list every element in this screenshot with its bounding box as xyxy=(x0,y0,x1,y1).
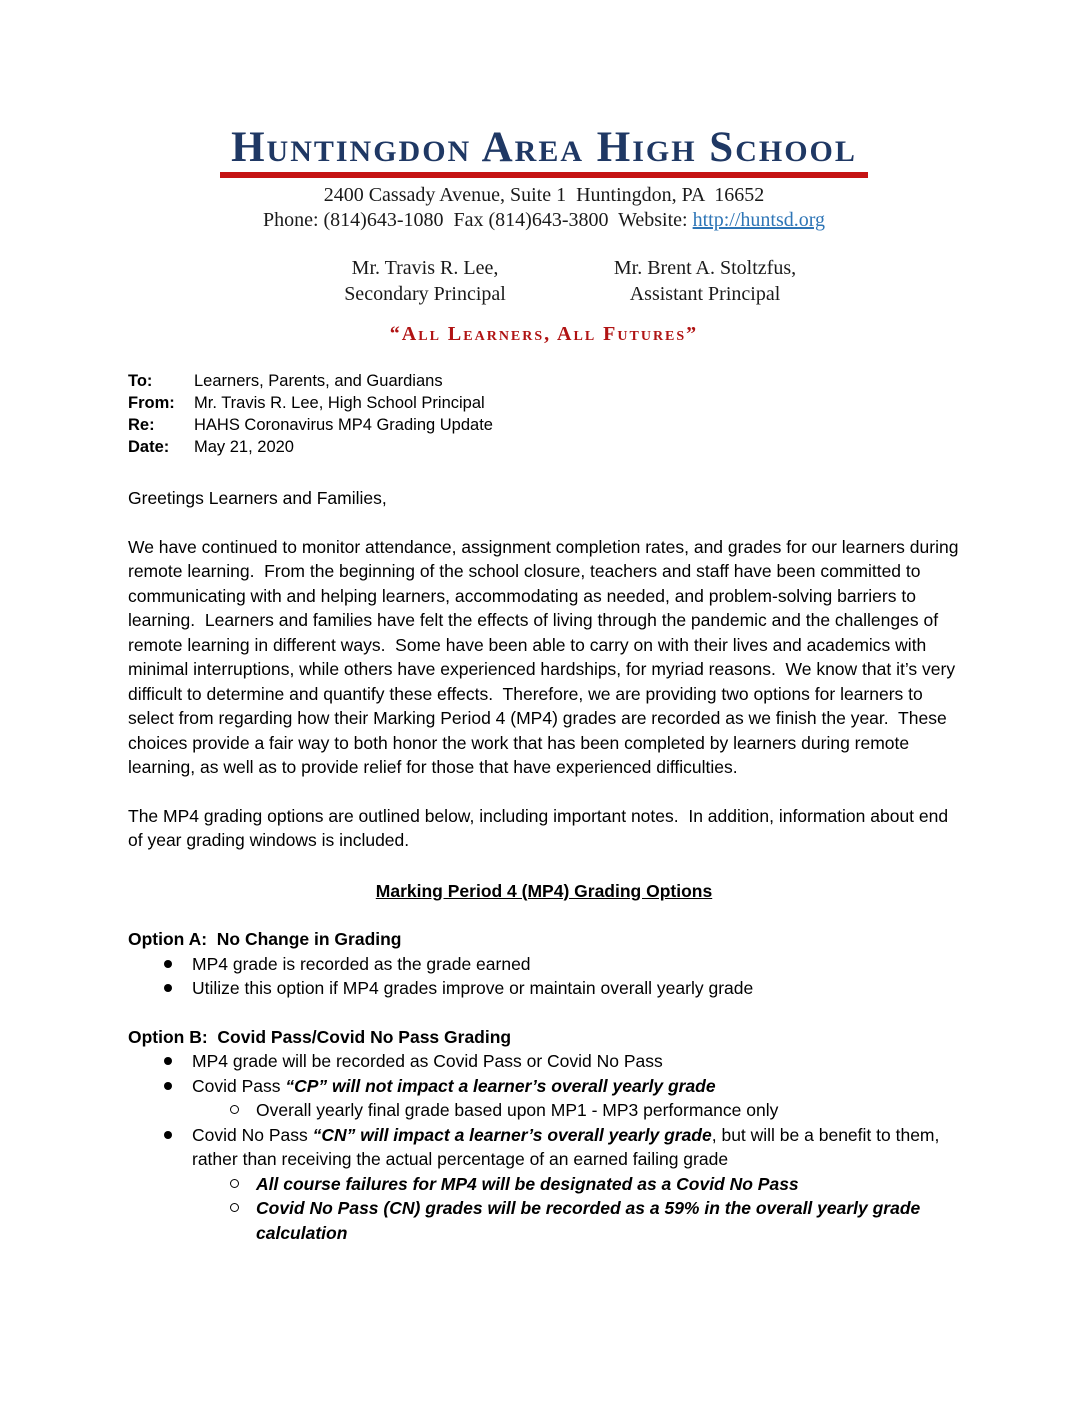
greeting-line: Greetings Learners and Families, xyxy=(128,488,387,508)
covid-pass-prefix: Covid Pass xyxy=(192,1075,286,1096)
memo-row-re xyxy=(128,414,960,436)
memo-date-value: May 21, 2020 xyxy=(194,438,294,456)
list-item-option-b-2 xyxy=(128,1074,960,1099)
memo-row-to xyxy=(128,370,960,392)
covid-pass-emphasis: “CP” will not impact a learner’s overall yearly grade xyxy=(285,1075,716,1096)
option-a-heading: Option A: No Change in Grading xyxy=(128,929,402,949)
memo-from-label: From: xyxy=(128,394,175,412)
memo-re-value: HAHS Coronavirus MP4 Grading Update xyxy=(194,416,493,434)
principal-left xyxy=(285,255,565,307)
covid-no-pass-prefix: Covid No Pass xyxy=(192,1124,313,1145)
list-item-text: MP4 grade will be recorded as Covid Pass or Covid No Pass xyxy=(192,1051,663,1071)
principal-right xyxy=(565,255,845,307)
bullet-circle-icon xyxy=(230,1105,239,1114)
letterhead xyxy=(128,126,960,346)
list-subitem-option-b-3b xyxy=(128,1196,960,1245)
principals-block xyxy=(170,255,960,307)
title-underline-rule xyxy=(220,172,868,178)
memo-to-label: To: xyxy=(128,372,153,390)
bullet-circle-icon xyxy=(230,1203,239,1212)
principal-right-title: Assistant Principal xyxy=(629,283,781,305)
letter-body xyxy=(128,486,964,1245)
list-item-text xyxy=(192,1123,960,1172)
principal-left-title: Secondary Principal xyxy=(344,283,506,305)
bullet-dot-icon xyxy=(164,1082,172,1090)
memo-to-value: Learners, Parents, and Guardians xyxy=(194,372,443,390)
bullet-circle-icon xyxy=(230,1179,239,1188)
list-item-text: Utilize this option if MP4 grades improve or maintain overall yearly grade xyxy=(192,978,754,998)
bullet-dot-icon xyxy=(164,1057,172,1065)
list-item-text: MP4 grade is recorded as the grade earned xyxy=(192,953,531,974)
bullet-dot-icon xyxy=(164,960,172,968)
memo-date-label: Date: xyxy=(128,438,170,456)
memo-re-label: Re: xyxy=(128,416,155,434)
paragraph-1: We have continued to monitor attendance, assignment completion rates, and grades for our learners during remote learning. From the beginning of the school closure, teachers and staff have been committed to communicating with and helping learners, accommodating as needed, and problem-solving barriers to learning. Learners and families have felt the effects of living through the pandemic and the challenges of remote learning in different ways. Some have been able to carry on with their lives and academics with minimal interruptions, while others have experienced hardships, for myriad reasons. We know that it’s very difficult to determine and quantify these effects. Therefore, we are providing two options for learners to select from regarding how their Marking Period 4 (MP4) grades are recorded as we finish the year. These choices provide a fair way to both honor the work that has been completed by learners during remote learning, as well as to provide relief for those that have experienced difficulties. xyxy=(128,536,964,777)
list-subitem-option-b-3a xyxy=(128,1172,960,1197)
school-contact-line xyxy=(128,208,960,233)
section-heading-mp4-options: Marking Period 4 (MP4) Grading Options xyxy=(375,880,713,901)
list-item-text: Overall yearly final grade based upon MP1 - MP3 performance only xyxy=(256,1100,779,1120)
list-item-option-a-1 xyxy=(128,952,960,977)
website-link[interactable]: http://huntsd.org xyxy=(692,209,826,231)
school-name-title: Huntingdon Area High School xyxy=(231,124,857,171)
list-item-text: All course failures for MP4 will be designated as a Covid No Pass xyxy=(256,1173,799,1194)
school-motto: “All Learners, All Futures” xyxy=(389,323,699,345)
paragraph-2: The MP4 grading options are outlined below, including important notes. In addition, information about end of year grading windows is included. xyxy=(128,805,953,850)
list-item-option-a-2 xyxy=(128,976,960,1001)
bullet-dot-icon xyxy=(164,1131,172,1139)
school-address: 2400 Cassady Avenue, Suite 1 Huntingdon, PA 16652 xyxy=(323,184,765,206)
memo-from-value: Mr. Travis R. Lee, High School Principal xyxy=(194,394,485,412)
list-subitem-option-b-2a xyxy=(128,1098,960,1123)
contact-text: Phone: (814)643-1080 Fax (814)643-3800 Website: xyxy=(262,209,693,231)
list-item-option-b-1 xyxy=(128,1049,960,1074)
memo-header xyxy=(128,370,960,458)
memo-row-from xyxy=(128,392,960,414)
covid-no-pass-suffix: , but will be a benefit to them, rather than receiving the actual percentage of an earned failing grade xyxy=(192,1124,945,1169)
principal-left-name: Mr. Travis R. Lee, xyxy=(351,257,499,279)
list-item-text xyxy=(192,1074,716,1099)
bullet-dot-icon xyxy=(164,984,172,992)
option-b-heading: Option B: Covid Pass/Covid No Pass Grading xyxy=(128,1026,512,1047)
memo-row-date xyxy=(128,436,960,458)
principal-right-name: Mr. Brent A. Stoltzfus, xyxy=(613,257,797,279)
list-item-text: Covid No Pass (CN) grades will be recorded as a 59% in the overall yearly grade calculation xyxy=(256,1198,926,1243)
covid-no-pass-emphasis: “CN” will impact a learner’s overall yearly grade xyxy=(312,1124,712,1145)
list-item-option-b-3 xyxy=(128,1123,960,1172)
